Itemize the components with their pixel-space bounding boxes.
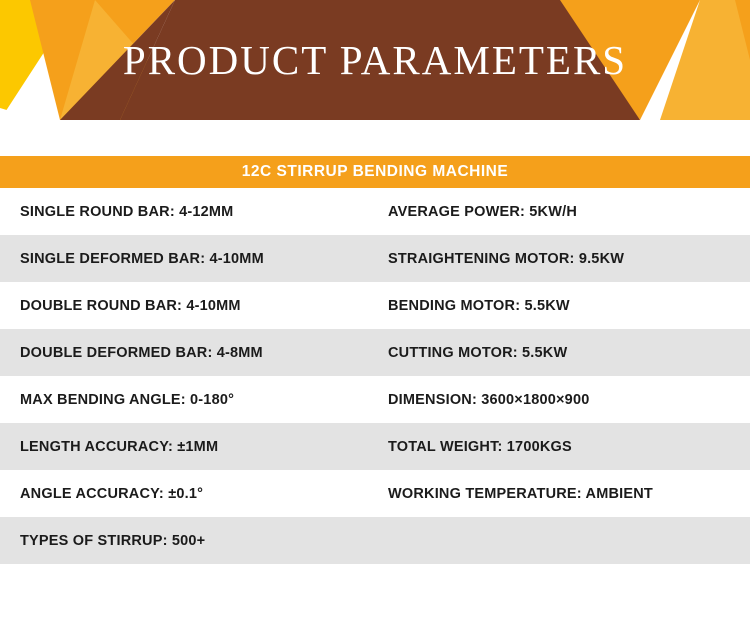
banner-title-wrap	[0, 0, 750, 120]
table-row	[0, 235, 750, 282]
spec-cell-left: SINGLE ROUND BAR: 4-12MM	[20, 203, 234, 220]
table-row	[0, 188, 750, 235]
spec-cell-left: DOUBLE ROUND BAR: 4-10MM	[20, 297, 241, 314]
spec-cell-right: AVERAGE POWER: 5KW/H	[388, 203, 578, 220]
spec-top-spacer	[0, 120, 750, 156]
spec-cell-right: TOTAL WEIGHT: 1700KGS	[388, 438, 572, 455]
spec-cell-right: BENDING MOTOR: 5.5KW	[388, 297, 570, 314]
spec-cell-right	[370, 517, 750, 564]
spec-cell-left: DOUBLE DEFORMED BAR: 4-8MM	[20, 344, 263, 361]
table-row	[0, 470, 750, 517]
page-title: PRODUCT PARAMETERS	[122, 37, 628, 83]
spec-cell-right: CUTTING MOTOR: 5.5KW	[388, 344, 568, 361]
spec-cell-right: DIMENSION: 3600×1800×900	[388, 391, 590, 408]
table-row	[0, 423, 750, 470]
spec-cell-left: SINGLE DEFORMED BAR: 4-10MM	[20, 250, 264, 267]
spec-bottom-spacer	[0, 564, 750, 599]
spec-cell-left: MAX BENDING ANGLE: 0-180°	[20, 391, 235, 408]
model-title-label: 12C STIRRUP BENDING MACHINE	[241, 163, 509, 180]
spec-cell-left: TYPES OF STIRRUP: 500+	[20, 532, 206, 549]
spec-cell-right: WORKING TEMPERATURE: AMBIENT	[388, 485, 653, 502]
table-row	[0, 282, 750, 329]
banner	[0, 0, 750, 120]
spec-cell-left: LENGTH ACCURACY: ±1MM	[20, 438, 219, 455]
model-title-bar	[0, 156, 750, 188]
table-row	[0, 517, 750, 564]
table-row	[0, 376, 750, 423]
spec-table	[0, 120, 750, 599]
table-row	[0, 329, 750, 376]
spec-cell-left: ANGLE ACCURACY: ±0.1°	[20, 485, 204, 502]
spec-cell-right: STRAIGHTENING MOTOR: 9.5KW	[388, 250, 625, 267]
